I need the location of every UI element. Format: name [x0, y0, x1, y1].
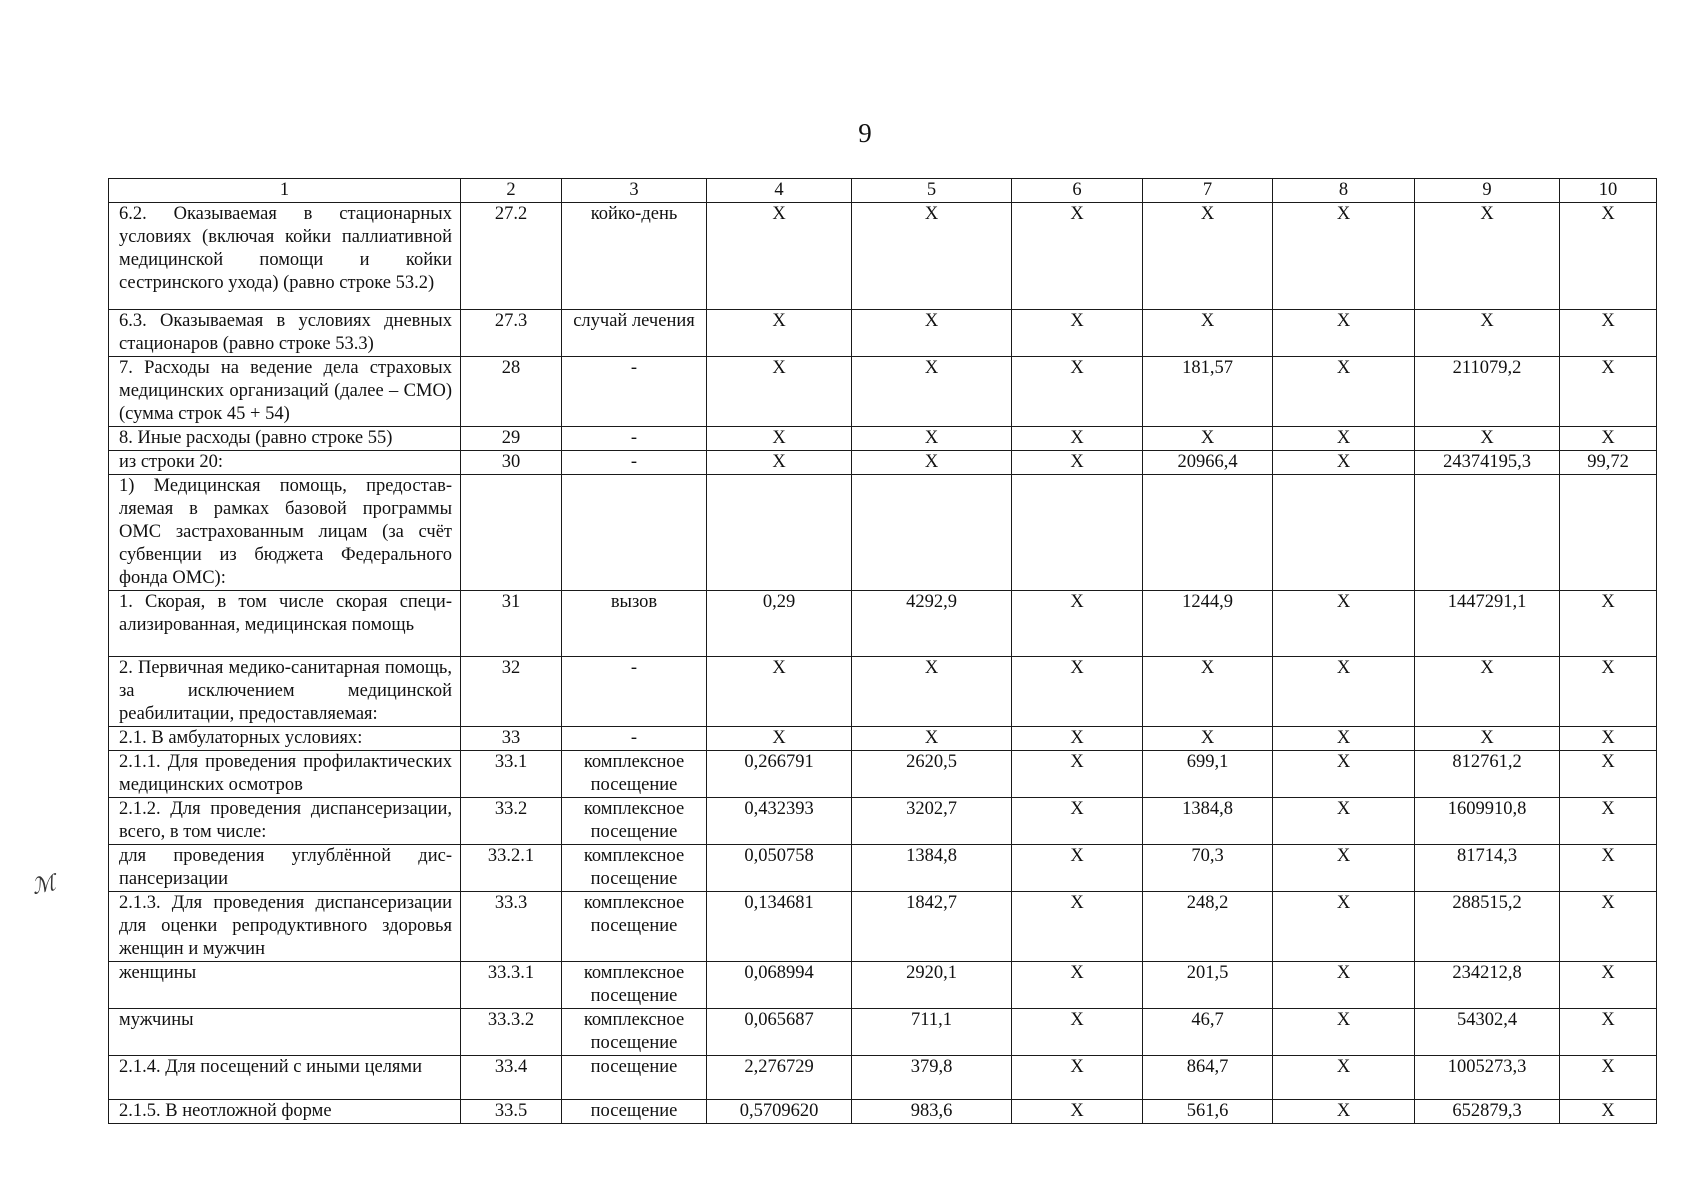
table-cell-col-3: койко-день [562, 203, 707, 310]
table-cell-col-5: Х [852, 727, 1012, 751]
table-cell-col-3: - [562, 427, 707, 451]
table-cell-col-4: Х [707, 657, 852, 727]
table-cell-col-3: комплексное посещение [562, 1009, 707, 1056]
table-cell-col-5: 3202,7 [852, 798, 1012, 845]
table-row [109, 845, 1657, 892]
table-cell-col-7: 1244,9 [1143, 591, 1273, 657]
table-cell-col-8: Х [1273, 591, 1415, 657]
table-cell-col-1: 1. Скорая, в том числе скорая специализированная, медицинская помощь [109, 591, 461, 657]
page-number: 9 [858, 118, 872, 148]
table-cell-col-8: Х [1273, 892, 1415, 962]
table-cell-col-8: Х [1273, 657, 1415, 727]
table-cell-col-9: Х [1415, 427, 1560, 451]
table-cell-col-7: 248,2 [1143, 892, 1273, 962]
table-cell-col-7: Х [1143, 310, 1273, 357]
table-cell-col-3: комплексное посещение [562, 962, 707, 1009]
table-cell-col-7: 20966,4 [1143, 451, 1273, 475]
table-cell-col-9: Х [1415, 657, 1560, 727]
table-cell-col-9: Х [1415, 310, 1560, 357]
table-cell-col-4: 0,050758 [707, 845, 852, 892]
table-cell-col-4: Х [707, 727, 852, 751]
table-cell-col-9: 1447291,1 [1415, 591, 1560, 657]
table-cell-col-3: посещение [562, 1100, 707, 1124]
table-cell-col-8 [1273, 475, 1415, 591]
table-cell-col-2: 29 [461, 427, 562, 451]
table-cell-col-2: 33.3 [461, 892, 562, 962]
table-cell-col-5: Х [852, 657, 1012, 727]
table-cell-col-1: 2.1.3. Для проведения диспансеризации для оценки репродуктивного здоровья женщин и мужчин [109, 892, 461, 962]
table-cell-col-4: Х [707, 310, 852, 357]
table-cell-col-10: Х [1560, 798, 1657, 845]
table-cell-col-9: 24374195,3 [1415, 451, 1560, 475]
table-cell-col-8: Х [1273, 845, 1415, 892]
table-cell-col-7: Х [1143, 203, 1273, 310]
table-row [109, 892, 1657, 962]
table-cell-col-6: Х [1012, 657, 1143, 727]
table-cell-col-2: 27.2 [461, 203, 562, 310]
table-cell-col-10: Х [1560, 727, 1657, 751]
table-cell-col-7: 70,3 [1143, 845, 1273, 892]
table-cell-col-9: Х [1415, 203, 1560, 310]
table-row [109, 1056, 1657, 1100]
table-cell-col-7 [1143, 475, 1273, 591]
column-header: 9 [1415, 179, 1560, 203]
table-cell-col-10: Х [1560, 203, 1657, 310]
table-cell-col-7: 699,1 [1143, 751, 1273, 798]
table-cell-col-4: 0,432393 [707, 798, 852, 845]
table-cell-col-4: Х [707, 451, 852, 475]
table-cell-col-9: 211079,2 [1415, 357, 1560, 427]
table-cell-col-4: Х [707, 203, 852, 310]
table-cell-col-5: Х [852, 203, 1012, 310]
data-table [108, 178, 1657, 1124]
table-cell-col-3 [562, 475, 707, 591]
table-cell-col-10 [1560, 475, 1657, 591]
table-cell-col-10: Х [1560, 751, 1657, 798]
table-cell-col-4 [707, 475, 852, 591]
column-header: 6 [1012, 179, 1143, 203]
table-row [109, 962, 1657, 1009]
table-cell-col-4: Х [707, 357, 852, 427]
table-cell-col-3: - [562, 357, 707, 427]
table-row [109, 657, 1657, 727]
table-cell-col-7: Х [1143, 427, 1273, 451]
table-cell-col-2: 33.1 [461, 751, 562, 798]
table-cell-col-6: Х [1012, 427, 1143, 451]
table-cell-col-2: 33.2.1 [461, 845, 562, 892]
table-cell-col-10: Х [1560, 657, 1657, 727]
table-cell-col-6: Х [1012, 751, 1143, 798]
table-cell-col-4: 0,134681 [707, 892, 852, 962]
table-cell-col-5: Х [852, 427, 1012, 451]
table-cell-col-3: вызов [562, 591, 707, 657]
table-cell-col-5: 4292,9 [852, 591, 1012, 657]
table-cell-col-4: 0,5709620 [707, 1100, 852, 1124]
table-cell-col-5: Х [852, 357, 1012, 427]
table-cell-col-5: 2620,5 [852, 751, 1012, 798]
table-row [109, 357, 1657, 427]
table-row [109, 475, 1657, 591]
table-cell-col-6: Х [1012, 310, 1143, 357]
table-row [109, 798, 1657, 845]
table-cell-col-6: Х [1012, 1100, 1143, 1124]
table-cell-col-3: комплексное посещение [562, 751, 707, 798]
table-row [109, 427, 1657, 451]
table-cell-col-6: Х [1012, 357, 1143, 427]
table-cell-col-6: Х [1012, 727, 1143, 751]
table-cell-col-1: 6.2. Оказываемая в стационарных условиях (включая койки паллиативной медицинской помощи и койки сестринского ухода) (равно строке 53.2) [109, 203, 461, 310]
table-cell-col-2: 33.2 [461, 798, 562, 845]
table-cell-col-5: Х [852, 451, 1012, 475]
table-cell-col-9 [1415, 475, 1560, 591]
column-header: 2 [461, 179, 562, 203]
table-row [109, 751, 1657, 798]
table-cell-col-8: Х [1273, 427, 1415, 451]
table-cell-col-8: Х [1273, 727, 1415, 751]
table-cell-col-6: Х [1012, 892, 1143, 962]
table-cell-col-3: случай лечения [562, 310, 707, 357]
table-cell-col-8: Х [1273, 1100, 1415, 1124]
table-cell-col-2: 33.3.2 [461, 1009, 562, 1056]
table-cell-col-6: Х [1012, 798, 1143, 845]
table-row [109, 1100, 1657, 1124]
table-cell-col-8: Х [1273, 357, 1415, 427]
table-cell-col-4: 0,068994 [707, 962, 852, 1009]
table-row [109, 727, 1657, 751]
table-cell-col-6: Х [1012, 845, 1143, 892]
table-cell-col-1: 2.1.5. В неотложной форме [109, 1100, 461, 1124]
table-cell-col-3: - [562, 657, 707, 727]
table-cell-col-10: Х [1560, 310, 1657, 357]
table-cell-col-2 [461, 475, 562, 591]
table-cell-col-1: 2.1. В амбулаторных условиях: [109, 727, 461, 751]
margin-handwritten-mark: ℳ [29, 869, 58, 900]
table-cell-col-2: 31 [461, 591, 562, 657]
table-cell-col-7: 181,57 [1143, 357, 1273, 427]
table-row [109, 451, 1657, 475]
table-cell-col-3: комплексное посещение [562, 845, 707, 892]
table-cell-col-7: Х [1143, 657, 1273, 727]
table-cell-col-6: Х [1012, 962, 1143, 1009]
table-cell-col-1: 2. Первичная медико-санитарная помощь, за исключением медицинской реабилитации, предоставляемая: [109, 657, 461, 727]
table-cell-col-5 [852, 475, 1012, 591]
table-cell-col-1: 7. Расходы на ведение дела страховых медицинских организаций (далее – СМО) (сумма строк 45 + 54) [109, 357, 461, 427]
table-row [109, 310, 1657, 357]
table-row [109, 1009, 1657, 1056]
table-cell-col-9: 812761,2 [1415, 751, 1560, 798]
table-cell-col-10: Х [1560, 1009, 1657, 1056]
table-cell-col-8: Х [1273, 798, 1415, 845]
table-cell-col-3: комплексное посещение [562, 798, 707, 845]
table-cell-col-4: 0,065687 [707, 1009, 852, 1056]
table-cell-col-9: Х [1415, 727, 1560, 751]
table-cell-col-1: 6.3. Оказываемая в условиях дневных стационаров (равно строке 53.3) [109, 310, 461, 357]
table-cell-col-4: 2,276729 [707, 1056, 852, 1100]
table-cell-col-1: женщины [109, 962, 461, 1009]
table-cell-col-2: 28 [461, 357, 562, 427]
table-cell-col-2: 32 [461, 657, 562, 727]
table-cell-col-9: 54302,4 [1415, 1009, 1560, 1056]
table-cell-col-5: Х [852, 310, 1012, 357]
table-cell-col-5: 2920,1 [852, 962, 1012, 1009]
table-cell-col-10: Х [1560, 892, 1657, 962]
table-cell-col-10: Х [1560, 427, 1657, 451]
table-cell-col-9: 1609910,8 [1415, 798, 1560, 845]
table-cell-col-2: 33.3.1 [461, 962, 562, 1009]
table-row [109, 591, 1657, 657]
table-cell-col-1: для проведения углублённой диспансеризации [109, 845, 461, 892]
table-cell-col-5: 983,6 [852, 1100, 1012, 1124]
table-cell-col-10: Х [1560, 845, 1657, 892]
table-cell-col-1: 2.1.2. Для проведения диспансеризации, всего, в том числе: [109, 798, 461, 845]
table-cell-col-1: мужчины [109, 1009, 461, 1056]
table-cell-col-3: комплексное посещение [562, 892, 707, 962]
table-cell-col-1: 1) Медицинская помощь, предоставляемая в рамках базовой программы ОМС застрахованным лицам (за счёт субвенции из бюджета Федерального фонда ОМС): [109, 475, 461, 591]
table-cell-col-8: Х [1273, 962, 1415, 1009]
table-cell-col-7: Х [1143, 727, 1273, 751]
table-cell-col-5: 1384,8 [852, 845, 1012, 892]
table-cell-col-10: Х [1560, 1100, 1657, 1124]
column-header: 7 [1143, 179, 1273, 203]
table-cell-col-6: Х [1012, 451, 1143, 475]
table-cell-col-7: 864,7 [1143, 1056, 1273, 1100]
table-cell-col-7: 561,6 [1143, 1100, 1273, 1124]
table-cell-col-9: 288515,2 [1415, 892, 1560, 962]
table-cell-col-7: 46,7 [1143, 1009, 1273, 1056]
table-cell-col-6: Х [1012, 1056, 1143, 1100]
table-cell-col-6: Х [1012, 203, 1143, 310]
table-cell-col-8: Х [1273, 751, 1415, 798]
table-cell-col-8: Х [1273, 1056, 1415, 1100]
table-cell-col-3: - [562, 451, 707, 475]
column-number-row [109, 179, 1657, 203]
table-cell-col-5: 711,1 [852, 1009, 1012, 1056]
table-cell-col-8: Х [1273, 1009, 1415, 1056]
table-cell-col-1: 2.1.1. Для проведения профилактических медицинских осмотров [109, 751, 461, 798]
table-cell-col-9: 1005273,3 [1415, 1056, 1560, 1100]
table-cell-col-4: Х [707, 427, 852, 451]
column-header: 5 [852, 179, 1012, 203]
table-cell-col-6: Х [1012, 1009, 1143, 1056]
table-cell-col-10: Х [1560, 357, 1657, 427]
table-cell-col-7: 1384,8 [1143, 798, 1273, 845]
column-header: 8 [1273, 179, 1415, 203]
table-cell-col-3: - [562, 727, 707, 751]
table-cell-col-9: 652879,3 [1415, 1100, 1560, 1124]
table-row [109, 203, 1657, 310]
table-cell-col-5: 1842,7 [852, 892, 1012, 962]
table-cell-col-10: Х [1560, 962, 1657, 1009]
column-header: 10 [1560, 179, 1657, 203]
table-cell-col-1: 8. Иные расходы (равно строке 55) [109, 427, 461, 451]
table-cell-col-9: 234212,8 [1415, 962, 1560, 1009]
column-header: 1 [109, 179, 461, 203]
table-cell-col-8: Х [1273, 310, 1415, 357]
table-cell-col-2: 33 [461, 727, 562, 751]
table-cell-col-3: посещение [562, 1056, 707, 1100]
table-cell-col-10: Х [1560, 1056, 1657, 1100]
table-cell-col-10: 99,72 [1560, 451, 1657, 475]
table-cell-col-10: Х [1560, 591, 1657, 657]
table-cell-col-2: 27.3 [461, 310, 562, 357]
table-cell-col-2: 33.5 [461, 1100, 562, 1124]
table-cell-col-2: 33.4 [461, 1056, 562, 1100]
table-cell-col-8: Х [1273, 203, 1415, 310]
table-cell-col-7: 201,5 [1143, 962, 1273, 1009]
column-header: 4 [707, 179, 852, 203]
table-cell-col-4: 0,29 [707, 591, 852, 657]
table-cell-col-5: 379,8 [852, 1056, 1012, 1100]
table-cell-col-8: Х [1273, 451, 1415, 475]
table-cell-col-1: 2.1.4. Для посещений с иными целями [109, 1056, 461, 1100]
table-cell-col-1: из строки 20: [109, 451, 461, 475]
table-cell-col-6: Х [1012, 591, 1143, 657]
column-header: 3 [562, 179, 707, 203]
table-cell-col-4: 0,266791 [707, 751, 852, 798]
table-cell-col-6 [1012, 475, 1143, 591]
table-cell-col-2: 30 [461, 451, 562, 475]
table-cell-col-9: 81714,3 [1415, 845, 1560, 892]
